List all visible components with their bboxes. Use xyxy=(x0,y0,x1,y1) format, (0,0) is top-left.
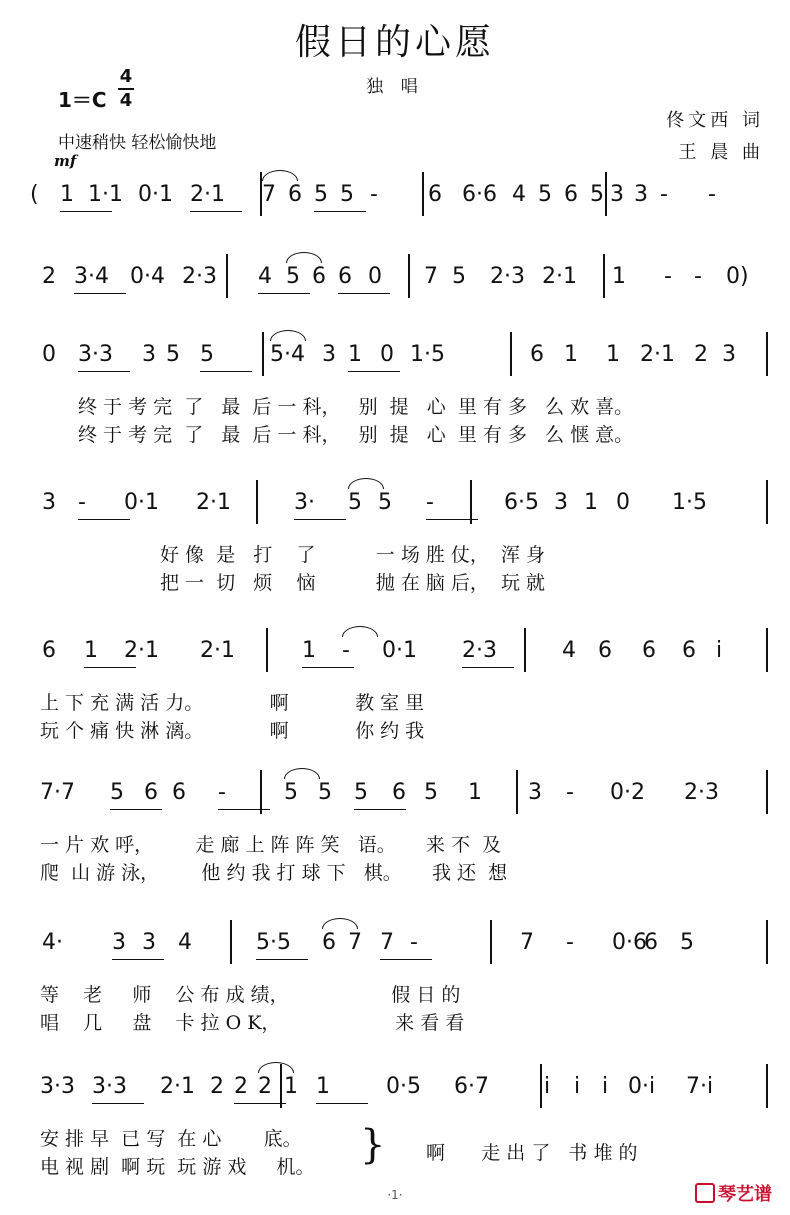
note: 1 xyxy=(316,1074,330,1099)
note: 6 xyxy=(312,264,326,289)
lyric-line xyxy=(30,392,776,418)
note: 0·i xyxy=(628,1074,656,1099)
lyric-line xyxy=(30,688,776,714)
note: 7 xyxy=(348,930,362,955)
lyric-line xyxy=(30,980,776,1006)
bar-line xyxy=(766,480,768,524)
time-signature-top: 4 xyxy=(119,66,133,87)
lyric-line xyxy=(30,858,776,884)
note: 1 xyxy=(84,638,98,663)
note: 0·1 xyxy=(138,182,173,207)
note: 5·5 xyxy=(256,930,291,955)
beam-underline xyxy=(426,519,478,520)
bar-line xyxy=(422,172,424,216)
note: 1 xyxy=(468,780,482,805)
note: 6 xyxy=(338,264,352,289)
song-title: 假日的心愿 xyxy=(294,22,495,63)
note: - xyxy=(708,182,716,207)
bar-line xyxy=(408,254,410,298)
note: 5 xyxy=(340,182,354,207)
dynamic-marking: mf xyxy=(54,152,77,170)
music-system xyxy=(30,778,776,918)
lyric-text: 终 于 考 完 了 最 后 一 科， 别 提 心 里 有 多 么 惬 意。 xyxy=(78,424,634,446)
bar-line xyxy=(524,628,526,672)
note: 3 xyxy=(322,342,336,367)
lyric-text: 一 片 欢 呼， 走 廊 上 阵 阵 笑 语。 来 不 及 xyxy=(40,834,502,856)
note: - xyxy=(566,780,574,805)
note: 6·5 xyxy=(504,490,539,515)
note: 5 xyxy=(286,264,300,289)
lyric-line xyxy=(30,716,776,742)
note: 2·3 xyxy=(684,780,719,805)
note: 3 xyxy=(634,182,648,207)
note: 5 xyxy=(424,780,438,805)
notes-row xyxy=(30,340,776,370)
note: - xyxy=(694,264,702,289)
note: 1·1 xyxy=(88,182,123,207)
beam-underline xyxy=(258,293,310,294)
lyricist-credit: 佟文西 词 xyxy=(666,110,764,131)
beam-underline xyxy=(74,293,126,294)
note: - xyxy=(370,182,378,207)
note: 3·3 xyxy=(78,342,113,367)
note: 6 xyxy=(42,638,56,663)
note: 6 xyxy=(642,638,656,663)
note: 2·3 xyxy=(490,264,525,289)
beam-underline xyxy=(338,293,390,294)
beam-underline xyxy=(354,809,406,810)
note: 0 xyxy=(368,264,382,289)
note: 1·5 xyxy=(410,342,445,367)
note: 5 xyxy=(348,490,362,515)
bar-line xyxy=(766,770,768,814)
note: 6 xyxy=(288,182,302,207)
note: 6 xyxy=(682,638,696,663)
note: i xyxy=(716,638,723,663)
music-system xyxy=(30,340,776,480)
note: 1 xyxy=(564,342,578,367)
note: 5 xyxy=(452,264,466,289)
note: 2 xyxy=(42,264,56,289)
beam-underline xyxy=(380,959,432,960)
note: 3 xyxy=(528,780,542,805)
notes-row xyxy=(30,636,776,666)
beam-underline xyxy=(112,959,164,960)
bar-line xyxy=(266,628,268,672)
lyric-text: 好 像 是 打 了 一 场 胜 仗， 浑 身 xyxy=(160,544,546,566)
note: 3 xyxy=(112,930,126,955)
watermark-logo xyxy=(695,1180,772,1206)
tempo-marking: 中速稍快 轻松愉快地 xyxy=(58,133,217,153)
bar-line xyxy=(226,254,228,298)
note: 0 xyxy=(616,490,630,515)
note: - xyxy=(218,780,226,805)
note: 2 xyxy=(258,1074,272,1099)
bar-line xyxy=(470,480,472,524)
key-signature: 1＝C xyxy=(58,88,107,112)
note: 5 xyxy=(200,342,214,367)
lyric-line xyxy=(30,540,776,566)
note: 2 xyxy=(210,1074,224,1099)
lyric-line xyxy=(30,420,776,446)
note: 3·4 xyxy=(74,264,109,289)
note: 3 xyxy=(142,930,156,955)
bar-line xyxy=(540,1064,542,1108)
beam-underline xyxy=(84,667,136,668)
note: 1 xyxy=(284,1074,298,1099)
note: 4· xyxy=(42,930,63,955)
note: 5 xyxy=(318,780,332,805)
note: 2·3 xyxy=(462,638,497,663)
note: 3·3 xyxy=(40,1074,75,1099)
notes-row xyxy=(30,1072,776,1102)
note: 6 xyxy=(428,182,442,207)
bar-line xyxy=(516,770,518,814)
note: 1 xyxy=(612,264,626,289)
performance-type: 独 唱 xyxy=(366,77,424,97)
beam-underline xyxy=(92,1103,144,1104)
note: 4 xyxy=(562,638,576,663)
beam-underline xyxy=(302,667,354,668)
note: 0 xyxy=(380,342,394,367)
note: 3 xyxy=(142,342,156,367)
note: - xyxy=(426,490,434,515)
note: 3 xyxy=(42,490,56,515)
note: 6·6 xyxy=(462,182,497,207)
note: 0·2 xyxy=(610,780,645,805)
note: 3 xyxy=(722,342,736,367)
slur-mark xyxy=(262,170,298,181)
note: 6 xyxy=(530,342,544,367)
bar-line xyxy=(230,920,232,964)
note: 2·1 xyxy=(160,1074,195,1099)
lyric-text: 把 一 切 烦 恼 抛 在 脑 后， 玩 就 xyxy=(160,572,546,594)
lyric-text: 安 排 早 已 写 在 心 底。 xyxy=(40,1128,302,1150)
lyric-line xyxy=(30,1008,776,1034)
beam-underline xyxy=(256,959,308,960)
bar-line xyxy=(766,332,768,376)
note: 3· xyxy=(294,490,315,515)
bar-line xyxy=(766,920,768,964)
notes-row xyxy=(30,778,776,808)
bar-line xyxy=(256,480,258,524)
bar-line xyxy=(262,332,264,376)
note: 1 xyxy=(584,490,598,515)
note: 2·1 xyxy=(190,182,225,207)
time-signature-bottom: 4 xyxy=(119,90,133,111)
bar-line xyxy=(766,1064,768,1108)
bar-line xyxy=(766,628,768,672)
beam-underline xyxy=(78,371,130,372)
bar-line xyxy=(603,254,605,298)
bar-line xyxy=(510,332,512,376)
note: 3 xyxy=(610,182,624,207)
note: 6 xyxy=(644,930,658,955)
beam-underline xyxy=(60,211,112,212)
composer-credit: 王 晨 曲 xyxy=(678,142,764,163)
note: 7·7 xyxy=(40,780,75,805)
note: 7 xyxy=(424,264,438,289)
beam-underline xyxy=(316,1103,368,1104)
lyric-text: 唱 几 盘 卡 拉 O K， 来 看 看 xyxy=(40,1012,465,1034)
lyric-text: 爬 山 游 泳， 他 约 我 打 球 下 棋。 我 还 想 xyxy=(40,862,508,884)
note: - xyxy=(566,930,574,955)
note: - xyxy=(78,490,86,515)
lyric-line xyxy=(30,830,776,856)
note: 6 xyxy=(172,780,186,805)
beam-underline xyxy=(294,519,346,520)
note: - xyxy=(664,264,672,289)
lyric-text: 等 老 师 公 布 成 绩， 假 日 的 xyxy=(40,984,461,1006)
note: i xyxy=(602,1074,609,1099)
note: - xyxy=(410,930,418,955)
note: 2·1 xyxy=(124,638,159,663)
note: i xyxy=(544,1074,551,1099)
note: 1·5 xyxy=(672,490,707,515)
note: 0·1 xyxy=(124,490,159,515)
note: 1 xyxy=(302,638,316,663)
lyric-text: 电 视 剧 啊 玩 玩 游 戏 机。 xyxy=(40,1156,315,1178)
note: 5 xyxy=(314,182,328,207)
note: 4 xyxy=(512,182,526,207)
lyric-brace: } xyxy=(360,1122,386,1168)
note: 7·i xyxy=(686,1074,714,1099)
note: 5 xyxy=(284,780,298,805)
beam-underline xyxy=(314,211,366,212)
note: i xyxy=(574,1074,581,1099)
note: 1 xyxy=(60,182,74,207)
note: 2·3 xyxy=(182,264,217,289)
logo-icon xyxy=(695,1183,715,1203)
note: 0·5 xyxy=(386,1074,421,1099)
music-system xyxy=(30,928,776,1068)
beam-underline xyxy=(78,519,130,520)
note: 5 xyxy=(110,780,124,805)
note: 6 xyxy=(322,930,336,955)
bar-line xyxy=(260,770,262,814)
note: 6 xyxy=(392,780,406,805)
note: 1 xyxy=(606,342,620,367)
side-lyric-text: 啊 走 出 了 书 堆 的 xyxy=(426,1142,638,1164)
note: 0·1 xyxy=(382,638,417,663)
note: 5 xyxy=(538,182,552,207)
note: 0·6 xyxy=(612,930,647,955)
note: 3 xyxy=(554,490,568,515)
bar-line xyxy=(605,172,607,216)
note: 5 xyxy=(378,490,392,515)
note: 7 xyxy=(380,930,394,955)
music-system xyxy=(30,636,776,776)
notes-row xyxy=(30,262,776,292)
note: - xyxy=(660,182,668,207)
note: ( xyxy=(30,182,39,207)
beam-underline xyxy=(462,667,514,668)
slur-mark xyxy=(322,918,358,929)
note: 0) xyxy=(726,264,749,289)
note: 6·7 xyxy=(454,1074,489,1099)
note: 4 xyxy=(178,930,192,955)
beam-underline xyxy=(348,371,400,372)
note: 2·1 xyxy=(196,490,231,515)
note: 5 xyxy=(354,780,368,805)
note: 1 xyxy=(348,342,362,367)
bar-line xyxy=(490,920,492,964)
beam-underline xyxy=(234,1103,286,1104)
note: 5 xyxy=(590,182,604,207)
note: 2 xyxy=(234,1074,248,1099)
note: 3·3 xyxy=(92,1074,127,1099)
notes-row xyxy=(30,180,776,210)
beam-underline xyxy=(218,809,270,810)
beam-underline xyxy=(200,371,252,372)
note: 7 xyxy=(520,930,534,955)
note: 2·1 xyxy=(200,638,235,663)
time-signature xyxy=(118,68,134,110)
note: 6 xyxy=(564,182,578,207)
lyric-text: 上 下 充 满 活 力。 啊 教 室 里 xyxy=(40,692,425,714)
watermark-text: 琴艺谱 xyxy=(718,1184,772,1205)
note: 5 xyxy=(166,342,180,367)
note: 6 xyxy=(598,638,612,663)
note: 2·1 xyxy=(640,342,675,367)
lyric-line xyxy=(30,568,776,594)
beam-underline xyxy=(190,211,242,212)
lyric-text: 玩 个 痛 快 淋 漓。 啊 你 约 我 xyxy=(40,720,425,742)
note: - xyxy=(342,638,350,663)
note: 0·4 xyxy=(130,264,165,289)
note: 0 xyxy=(42,342,56,367)
note: 7 xyxy=(262,182,276,207)
page-number: ·1· xyxy=(387,1188,403,1202)
lyric-line xyxy=(30,1138,776,1164)
music-system xyxy=(30,488,776,628)
notes-row xyxy=(30,928,776,958)
note: 5·4 xyxy=(270,342,305,367)
lyric-text: 终 于 考 完 了 最 后 一 科， 别 提 心 里 有 多 么 欢 喜。 xyxy=(78,396,634,418)
notes-row xyxy=(30,488,776,518)
note: 5 xyxy=(680,930,694,955)
note: 6 xyxy=(144,780,158,805)
note: 2 xyxy=(694,342,708,367)
note: 2·1 xyxy=(542,264,577,289)
note: 4 xyxy=(258,264,272,289)
beam-underline xyxy=(110,809,162,810)
